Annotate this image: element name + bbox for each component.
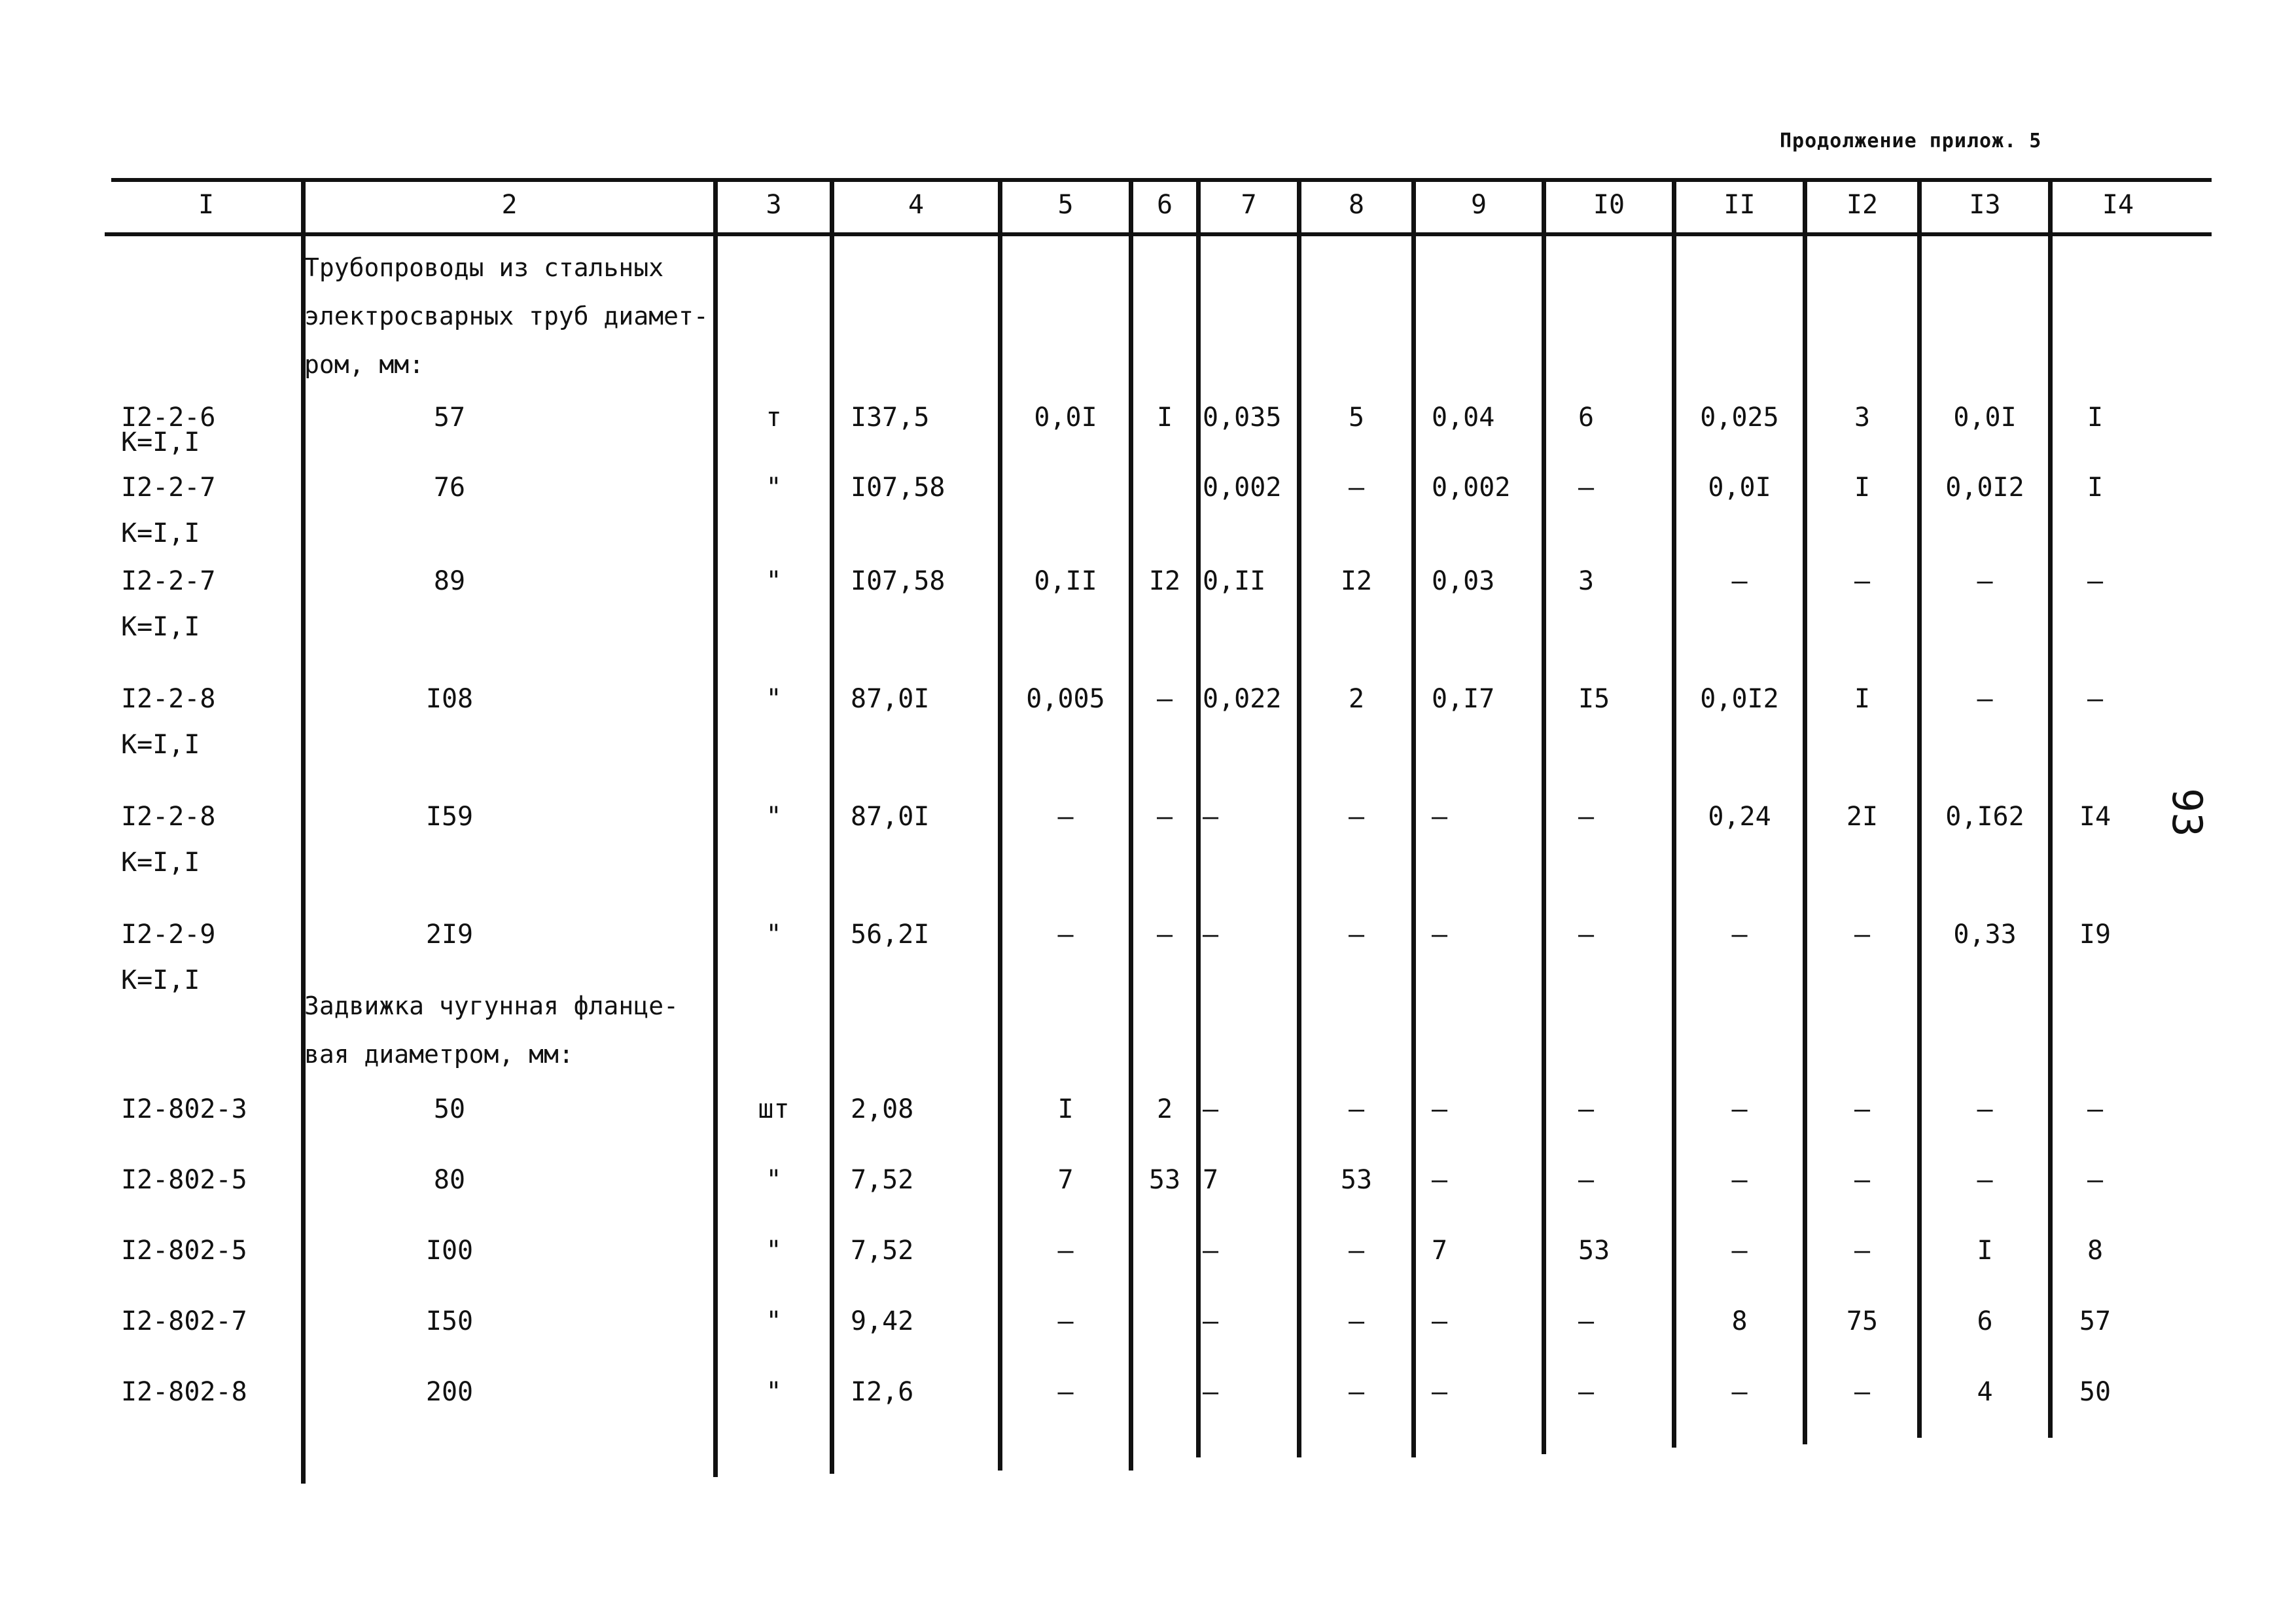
row-cell-c4: 56,2I bbox=[851, 919, 930, 950]
row-code: I2-802-5 bbox=[121, 1165, 247, 1195]
group-title-line: ром, мм: bbox=[304, 350, 425, 379]
row-cell-c13: 4 bbox=[1977, 1377, 1993, 1407]
row-coefficient: K=I,I bbox=[121, 730, 200, 760]
row-code: I2-802-7 bbox=[121, 1306, 247, 1336]
row-cell-c5: 0,005 bbox=[1026, 684, 1105, 714]
row-cell-c14: I bbox=[2087, 473, 2104, 503]
row-coefficient: K=I,I bbox=[121, 612, 200, 642]
row-cell-c5: 7 bbox=[1057, 1165, 1074, 1195]
col-header-4: 4 bbox=[908, 190, 925, 220]
row-cell-c4: 87,0I bbox=[851, 802, 930, 832]
row-cell-c7: 0,035 bbox=[1203, 402, 1282, 433]
row-cell-c6: I2 bbox=[1148, 566, 1181, 596]
row-cell-c12: – bbox=[1854, 566, 1871, 596]
row-cell-c14: 57 bbox=[2079, 1306, 2111, 1336]
col-divider bbox=[1672, 178, 1676, 1448]
col-divider bbox=[1542, 178, 1546, 1454]
row-cell-c4: I07,58 bbox=[851, 566, 945, 596]
row-cell-unit: шт bbox=[758, 1094, 790, 1124]
row-cell-c12: – bbox=[1854, 1377, 1871, 1407]
row-cell-c7: – bbox=[1203, 919, 1219, 950]
row-cell-c10: I5 bbox=[1578, 684, 1610, 714]
row-cell-c5: – bbox=[1057, 1377, 1074, 1407]
table-header-rule bbox=[105, 232, 2212, 236]
row-code: I2-2-7 bbox=[121, 566, 216, 596]
col-header-13: I3 bbox=[1969, 190, 2001, 220]
row-cell-size: I50 bbox=[425, 1306, 474, 1336]
row-cell-c12: I bbox=[1854, 473, 1871, 503]
row-cell-c6: – bbox=[1156, 684, 1173, 714]
row-cell-c10: 6 bbox=[1578, 402, 1595, 433]
row-cell-c12: 3 bbox=[1854, 402, 1871, 433]
row-cell-c5: – bbox=[1057, 919, 1074, 950]
row-cell-c8: 5 bbox=[1348, 402, 1365, 433]
row-cell-c14: 50 bbox=[2079, 1377, 2111, 1407]
row-cell-unit: " bbox=[766, 1377, 782, 1407]
row-cell-c10: – bbox=[1578, 1165, 1595, 1195]
row-cell-unit: " bbox=[766, 566, 782, 596]
row-cell-c11: 0,24 bbox=[1708, 802, 1771, 832]
col-divider bbox=[1129, 178, 1133, 1471]
table-top-rule bbox=[111, 178, 2212, 182]
row-cell-c6: – bbox=[1156, 919, 1173, 950]
row-code: I2-2-8 bbox=[121, 684, 216, 714]
row-cell-c8: – bbox=[1348, 1094, 1365, 1124]
col-divider bbox=[713, 178, 718, 1477]
row-cell-c9: – bbox=[1432, 1377, 1448, 1407]
col-divider bbox=[2048, 178, 2053, 1438]
row-cell-c10: 53 bbox=[1578, 1236, 1610, 1266]
row-cell-c9: – bbox=[1432, 802, 1448, 832]
row-cell-c11: – bbox=[1731, 919, 1748, 950]
row-cell-c7: – bbox=[1203, 1236, 1219, 1266]
row-cell-c11: – bbox=[1731, 1094, 1748, 1124]
group-title-line: Задвижка чугунная фланце- bbox=[304, 991, 679, 1020]
row-cell-c12: I bbox=[1854, 684, 1871, 714]
row-cell-c6: – bbox=[1156, 802, 1173, 832]
row-cell-unit: т bbox=[766, 402, 782, 433]
row-cell-c13: 0,0I bbox=[1953, 402, 2017, 433]
row-cell-c7: – bbox=[1203, 1306, 1219, 1336]
row-cell-c8: I2 bbox=[1340, 566, 1373, 596]
row-cell-c14: – bbox=[2087, 1165, 2104, 1195]
row-cell-size: 57 bbox=[433, 402, 466, 433]
row-cell-c8: – bbox=[1348, 473, 1365, 503]
row-cell-c8: 2 bbox=[1348, 684, 1365, 714]
row-cell-c12: – bbox=[1854, 1236, 1871, 1266]
row-cell-c11: – bbox=[1731, 1236, 1748, 1266]
col-divider bbox=[1297, 178, 1301, 1457]
row-cell-size: 89 bbox=[433, 566, 466, 596]
col-header-3: 3 bbox=[766, 190, 782, 220]
row-cell-unit: " bbox=[766, 1236, 782, 1266]
group-title-line: Трубопроводы из стальных bbox=[304, 253, 664, 282]
row-cell-c4: 7,52 bbox=[851, 1165, 914, 1195]
row-cell-c13: – bbox=[1977, 1165, 1993, 1195]
row-cell-c5: 0,0I bbox=[1034, 402, 1097, 433]
row-cell-c7: – bbox=[1203, 1377, 1219, 1407]
col-header-12: I2 bbox=[1846, 190, 1879, 220]
page-number: 93 bbox=[2163, 788, 2211, 837]
group-title-line: вая диаметром, мм: bbox=[304, 1040, 574, 1069]
row-cell-unit: " bbox=[766, 802, 782, 832]
row-code: I2-802-3 bbox=[121, 1094, 247, 1124]
row-cell-c13: 6 bbox=[1977, 1306, 1993, 1336]
row-cell-unit: " bbox=[766, 1306, 782, 1336]
row-cell-c11: 8 bbox=[1731, 1306, 1748, 1336]
row-cell-c9: 7 bbox=[1432, 1236, 1448, 1266]
row-cell-size: 80 bbox=[433, 1165, 466, 1195]
row-cell-size: I08 bbox=[425, 684, 474, 714]
row-cell-c8: – bbox=[1348, 1236, 1365, 1266]
row-cell-c9: 0,I7 bbox=[1432, 684, 1495, 714]
row-coefficient: K=I,I bbox=[121, 518, 200, 548]
row-cell-c10: 3 bbox=[1578, 566, 1595, 596]
row-cell-c5: – bbox=[1057, 1306, 1074, 1336]
row-cell-c14: I4 bbox=[2079, 802, 2111, 832]
row-cell-c9: – bbox=[1432, 1306, 1448, 1336]
col-divider bbox=[1803, 178, 1807, 1444]
row-cell-c7: – bbox=[1203, 802, 1219, 832]
row-cell-c8: – bbox=[1348, 802, 1365, 832]
row-cell-size: 50 bbox=[433, 1094, 466, 1124]
row-cell-c4: 87,0I bbox=[851, 684, 930, 714]
row-cell-c4: I2,6 bbox=[851, 1377, 914, 1407]
row-cell-c6: I bbox=[1156, 402, 1173, 433]
row-cell-c7: 0,002 bbox=[1203, 473, 1282, 503]
row-cell-c8: – bbox=[1348, 1377, 1365, 1407]
row-cell-c9: – bbox=[1432, 919, 1448, 950]
row-code: I2-2-9 bbox=[121, 919, 216, 950]
row-cell-c10: – bbox=[1578, 802, 1595, 832]
row-cell-c9: – bbox=[1432, 1165, 1448, 1195]
row-cell-size: I00 bbox=[425, 1236, 474, 1266]
continuation-note: Продолжение прилож. 5 bbox=[1780, 130, 2042, 152]
col-divider bbox=[1917, 178, 1922, 1438]
col-header-9: 9 bbox=[1470, 190, 1487, 220]
col-divider bbox=[1411, 178, 1416, 1457]
row-cell-c4: 2,08 bbox=[851, 1094, 914, 1124]
row-cell-c13: – bbox=[1977, 1094, 1993, 1124]
col-divider bbox=[830, 178, 834, 1474]
row-cell-unit: " bbox=[766, 684, 782, 714]
row-cell-c6: 53 bbox=[1148, 1165, 1181, 1195]
row-cell-c12: – bbox=[1854, 1165, 1871, 1195]
row-cell-c11: – bbox=[1731, 1165, 1748, 1195]
group-title-line: электросварных труб диамет- bbox=[304, 302, 709, 330]
col-header-10: I0 bbox=[1593, 190, 1625, 220]
row-cell-c11: – bbox=[1731, 566, 1748, 596]
row-cell-c10: – bbox=[1578, 1306, 1595, 1336]
row-code: I2-2-7 bbox=[121, 473, 216, 503]
row-cell-c7: 0,II bbox=[1203, 566, 1266, 596]
row-cell-c10: – bbox=[1578, 1094, 1595, 1124]
row-coefficient: K=I,I bbox=[121, 427, 200, 457]
row-cell-c13: – bbox=[1977, 684, 1993, 714]
row-cell-c4: I37,5 bbox=[851, 402, 930, 433]
row-cell-c12: 75 bbox=[1846, 1306, 1879, 1336]
row-cell-c8: 53 bbox=[1340, 1165, 1373, 1195]
col-header-14: I4 bbox=[2102, 190, 2134, 220]
row-cell-c10: – bbox=[1578, 919, 1595, 950]
row-code: I2-802-8 bbox=[121, 1377, 247, 1407]
col-header-11: II bbox=[1723, 190, 1756, 220]
row-cell-c13: – bbox=[1977, 566, 1993, 596]
col-header-1: I bbox=[198, 190, 215, 220]
row-cell-c13: I bbox=[1977, 1236, 1993, 1266]
row-cell-c11: 0,0I2 bbox=[1700, 684, 1779, 714]
col-header-5: 5 bbox=[1057, 190, 1074, 220]
row-cell-unit: " bbox=[766, 473, 782, 503]
row-cell-c7: 0,022 bbox=[1203, 684, 1282, 714]
row-cell-c13: 0,I62 bbox=[1945, 802, 2024, 832]
row-cell-c13: 0,0I2 bbox=[1945, 473, 2024, 503]
col-divider bbox=[998, 178, 1002, 1471]
row-cell-c5: I bbox=[1057, 1094, 1074, 1124]
row-cell-c9: 0,03 bbox=[1432, 566, 1495, 596]
row-cell-c14: I bbox=[2087, 402, 2104, 433]
row-cell-c14: I9 bbox=[2079, 919, 2111, 950]
row-cell-unit: " bbox=[766, 919, 782, 950]
row-cell-c5: 0,II bbox=[1034, 566, 1097, 596]
group-title-valves bbox=[304, 982, 679, 1079]
group-title-pipes bbox=[304, 243, 709, 389]
col-header-7: 7 bbox=[1241, 190, 1257, 220]
row-cell-c14: – bbox=[2087, 684, 2104, 714]
row-cell-c6: 2 bbox=[1156, 1094, 1173, 1124]
row-cell-size: 200 bbox=[425, 1377, 474, 1407]
row-cell-c11: 0,025 bbox=[1700, 402, 1779, 433]
row-cell-c4: 9,42 bbox=[851, 1306, 914, 1336]
row-code: I2-2-8 bbox=[121, 802, 216, 832]
row-cell-c9: – bbox=[1432, 1094, 1448, 1124]
row-coefficient: K=I,I bbox=[121, 965, 200, 995]
row-code: I2-2-6 bbox=[121, 402, 216, 433]
row-cell-c7: – bbox=[1203, 1094, 1219, 1124]
col-header-8: 8 bbox=[1348, 190, 1365, 220]
row-cell-c9: 0,04 bbox=[1432, 402, 1495, 433]
row-cell-c12: – bbox=[1854, 1094, 1871, 1124]
row-cell-c10: – bbox=[1578, 473, 1595, 503]
row-cell-c4: 7,52 bbox=[851, 1236, 914, 1266]
col-divider bbox=[1196, 178, 1201, 1457]
row-cell-c11: – bbox=[1731, 1377, 1748, 1407]
row-cell-size: 2I9 bbox=[425, 919, 474, 950]
row-cell-c12: 2I bbox=[1846, 802, 1879, 832]
row-cell-c5: – bbox=[1057, 802, 1074, 832]
row-cell-c4: I07,58 bbox=[851, 473, 945, 503]
row-cell-c14: 8 bbox=[2087, 1236, 2104, 1266]
row-cell-size: I59 bbox=[425, 802, 474, 832]
row-cell-c14: – bbox=[2087, 566, 2104, 596]
row-cell-c8: – bbox=[1348, 1306, 1365, 1336]
row-cell-c7: 7 bbox=[1203, 1165, 1219, 1195]
row-code: I2-802-5 bbox=[121, 1236, 247, 1266]
row-cell-c13: 0,33 bbox=[1953, 919, 2017, 950]
row-cell-c11: 0,0I bbox=[1708, 473, 1771, 503]
row-cell-size: 76 bbox=[433, 473, 466, 503]
row-cell-c5: – bbox=[1057, 1236, 1074, 1266]
col-header-2: 2 bbox=[501, 190, 518, 220]
row-cell-c10: – bbox=[1578, 1377, 1595, 1407]
row-cell-c12: – bbox=[1854, 919, 1871, 950]
col-header-6: 6 bbox=[1156, 190, 1173, 220]
row-cell-c14: – bbox=[2087, 1094, 2104, 1124]
row-coefficient: K=I,I bbox=[121, 847, 200, 878]
row-cell-c8: – bbox=[1348, 919, 1365, 950]
row-cell-unit: " bbox=[766, 1165, 782, 1195]
row-cell-c9: 0,002 bbox=[1432, 473, 1511, 503]
